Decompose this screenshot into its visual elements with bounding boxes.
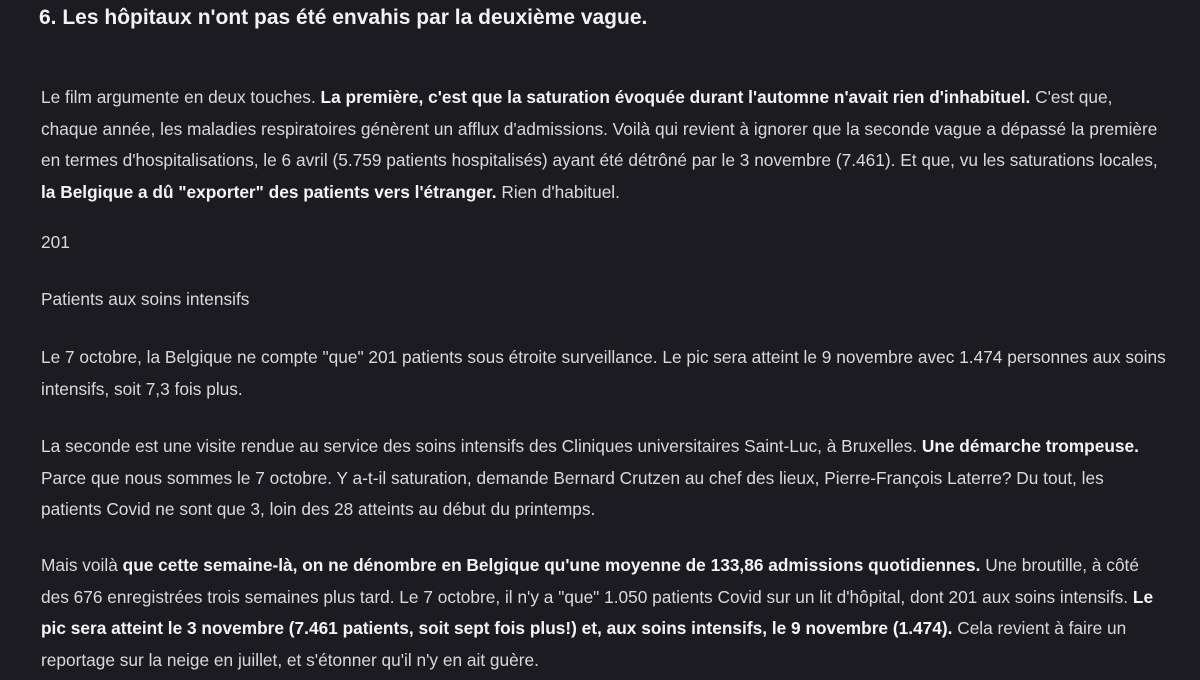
paragraph-text: Le 7 octobre, la Belgique ne compte "que" 201 patients sous étroite surveillance. Le pic sera atteint le 9 novembre avec 1.474 personnes aux soins intensifs, soit 7,3 fois plus. [41,347,1166,399]
paragraph-text: Le film argumente en deux touches. [41,87,321,107]
paragraph-icu-count [41,342,1166,405]
stat-caption: Patients aux soins intensifs [41,289,250,309]
paragraph-text: Rien d'habituel. [496,181,620,202]
paragraph-saturation [41,82,1166,208]
stat-number: 201 [41,232,70,252]
paragraph-emphasis: La première, c'est que la saturation évoquée durant l'automne n'avait rien d'inhabituel. [320,87,1031,107]
paragraph-emphasis: Le pic sera atteint le 3 novembre (7.461 patients, soit sept fois plus!) et, aux soins intensifs, le 9 novembre (1.474). [41,586,1154,638]
paragraph-text: Cela revient à faire un reportage sur la neige en juillet, et s'étonner qu'il n'y en ait guère. [41,618,1127,670]
paragraph-emphasis: que cette semaine-là, on ne dénombre en Belgique qu'une moyenne de 133,86 admissions quotidiennes. [122,555,981,575]
paragraph-saint-luc-visit [41,431,1166,526]
section-heading: 6. Les hôpitaux n'ont pas été envahis par la deuxième vague. [39,6,648,29]
paragraph-text: La seconde est une visite rendue au service des soins intensifs des Cliniques universitaires Saint-Luc, à Bruxelles. [41,436,922,456]
paragraph-emphasis: Une démarche trompeuse. [921,436,1139,456]
paragraph-text: Une broutille, à côté des 676 enregistrées trois semaines plus tard. Le 7 octobre, il n'y a "que" 1.050 patients Covid sur un lit d'hôpital, dont 201 aux soins intensifs. [41,555,1139,607]
paragraph-admissions [41,550,1166,676]
paragraph-text: Parce que nous sommes le 7 octobre. Y a-t-il saturation, demande Bernard Crutzen au chef des lieux, Pierre-François Laterre? Du tout, les patients Covid ne sont que 3, loin des 28 atteints au début du printemps. [41,467,1104,519]
paragraph-emphasis: la Belgique a dû "exporter" des patients vers l'étranger. [41,181,497,202]
paragraph-text: Mais voilà [41,555,123,575]
paragraph-text: C'est que, chaque année, les maladies respiratoires génèrent un afflux d'admissions. Voilà qui revient à ignorer que la seconde vague a dépassé la première en termes d'hospitalisations, le 6 avril (5.759 patients hospitalisés) ayant été détrôné par le 3 novembre (7.461). Et que, vu les saturations locales, [41,87,1158,170]
